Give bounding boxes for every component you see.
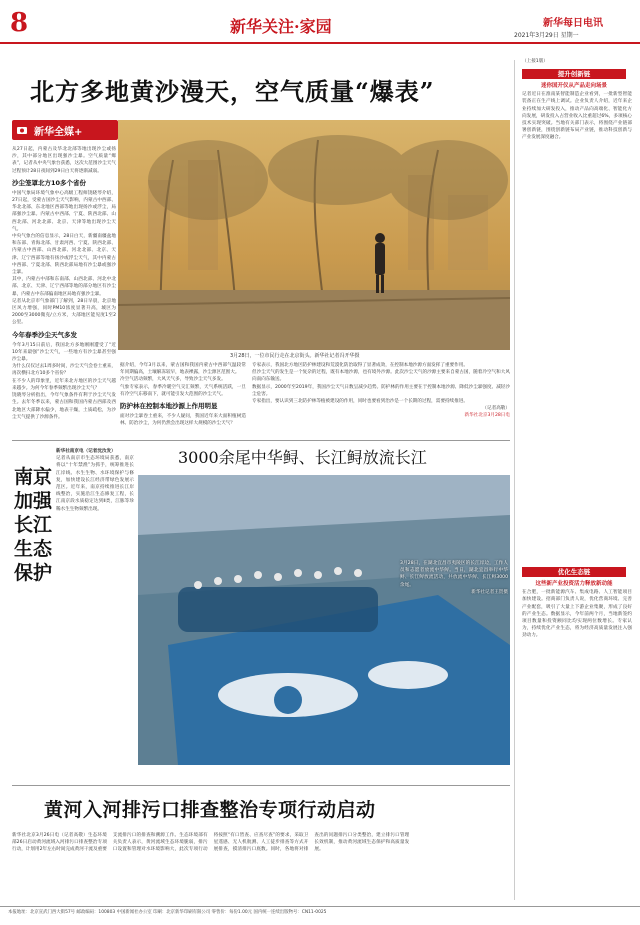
sidebar-subtitle: 迷你国开仪从产品走向场景 <box>540 83 607 90</box>
photo-credit: 新华社记者王贺摄 <box>471 589 508 595</box>
subhead: 沙尘笼罩北方10多个省份 <box>12 178 87 187</box>
fish-release-photo <box>138 475 510 765</box>
nanjing-article <box>56 448 134 513</box>
xinhua-media-badge <box>12 120 118 140</box>
article-column-1 <box>12 146 116 421</box>
fish-caption-box <box>400 560 508 596</box>
page-number: 8 <box>10 8 29 38</box>
camera-icon <box>16 124 28 136</box>
fish-release-photo-art <box>138 475 510 765</box>
issue-date: 2021年3月29日 星期一 <box>514 32 579 39</box>
paragraph: 数据显示，2000年至2019年，我国沙尘天气日数呈减少趋势。防护林的作用主要在于控制本地沙源、降低沙尘暴强度、减轻沙尘危害。 <box>252 384 510 397</box>
paragraph: 中国气象局环境气象中心高级工程师饶晓琴介绍，27日起，受蒙古国沙尘天气影响，内蒙古中西部、华北北部、东北地区西部等地出现扬沙或浮尘，局部强沙尘暴。内蒙古中西部、宁夏、陕西北部、山西北部、河北北部、北京、天津等地出现沙尘天气。 <box>12 190 116 232</box>
sandstorm-photo-art <box>118 120 510 350</box>
sidebar-title: 优化生态链 <box>522 567 626 577</box>
edition-tag: （上接1版） <box>522 59 548 64</box>
article-column-2 <box>120 362 246 427</box>
yellow-river-body: 新华社北京3月26日电（记者高敬）生态环境部26日启动黄河流域入河排污口排查整治专项行动，计划用2年左右时间完成黄河干流及重要支流排污口的排查和溯源工作。生态环境部有关负责人表示，黄河流域生态环境脆弱，排污口设置和管理对水环境影响大，此次专项行动将按照“有口皆查、应查尽查”的要求，采取卫星遥感、无人机航测、人工徒步排查等方式开展排查，摸清排污口底数。同时，各地将对排查出的问题排污口分类整治，建立排污口管理长效机制，推动黄河流域生态保护和高质量发展。 <box>12 833 410 853</box>
sidebar-title: 提升创新链 <box>522 69 626 79</box>
section-masthead: 新华关注·家园 <box>230 17 332 36</box>
newspaper-name: 新华每日电讯 <box>543 18 603 29</box>
subhead: 今年春季沙尘天气多发 <box>12 330 77 339</box>
subhead: 防护林在控制本地沙源上作用明显 <box>120 402 218 411</box>
photo-caption: 3月28日，在湖北宜昌市夷陵区的长江岸边，工作人员和志愿者放流中华鲟。当日，湖北宜昌举行中华鲟、长江鲟放流活动，共放流中华鲟、长江鲟3000余尾。 <box>400 561 508 588</box>
article-column-3 <box>252 362 510 420</box>
vertical-headline: 南京加强长江生态保护 <box>14 466 53 584</box>
paragraph: 记者从南京市生态环境局获悉，南京将以“十年禁渔”为抓手，统筹推进长江岸线、水生生物、水环境保护与修复，加快建设长江经济带绿色发展示范区。近年来，南京持续推进长江岸线整治，实施沿江生态修复工程，长江南京段水质稳定达到Ⅱ类，江豚等珍稀水生生物频繁出现。 <box>56 456 134 512</box>
paragraph: 在不少人的印象里，近年来北方地区的沙尘天气越来越少。为何今年春季频繁出现沙尘天气？ <box>12 378 116 391</box>
paragraph: 其中，内蒙古中部和东南部、山西北部、河北中北部、北京、天津、辽宁西部等地的部分地区有沙尘暴，内蒙古中东部偏南地区局地有强沙尘暴。 <box>12 277 116 297</box>
sandstorm-photo <box>118 120 510 350</box>
footer-info: 本报地址：北京宣武门西大街57号 邮政编码：100803 中国新闻社办公室 印刷：北京新华印刷有限公司 零售价：每份1.00元 国内统一连续出版物号：CN11-0025 <box>8 910 327 915</box>
paragraph: 今年3月15日前后，我国北方多地刚刚遭受了“近10年来最强”沙尘天气，一些地方有沙尘暴甚至强沙尘暴。 <box>12 342 116 363</box>
paragraph: 记者从北京市气象部门了解到，28日早晨，北京地区风力增强，同时PM10浓度显著升高，城区为2000至3000微克/立方米，大部地区能见度1至2公里。 <box>12 298 116 326</box>
yellow-river-headline: 黄河入河排污口排查整治专项行动启动 <box>44 799 376 821</box>
paragraph: 专家指出，要认识到三北防护林等植被建设的作用，同时也要看到治沙是一个长期的过程，需要持续推进。 <box>252 399 468 405</box>
paragraph: 气象专家表示，春季冷暖空气交汇频繁，天气系统活跃，一旦有冷空气东移南下，就可能引发大范围的沙尘天气。 <box>120 384 246 397</box>
paragraph: 为什么仅仅过去1周多时间，沙尘天气会卷土重来，再次横扫北方10多个省份？ <box>12 364 116 377</box>
dateline: 新华社北京3月28日电 <box>464 413 510 419</box>
header-rule <box>0 42 640 44</box>
sidebar-subtitle: 这些新产业投资活力释放新动能 <box>535 581 613 588</box>
section-rule <box>12 785 510 786</box>
byline: （记者高敬） <box>482 406 510 412</box>
section-rule <box>12 440 510 441</box>
fish-release-headline: 3000余尾中华鲟、长江鲟放流长江 <box>178 448 427 467</box>
photo-caption: 3月28日，一位市民行走在北京街头。新华社记者冯开华摄 <box>230 353 360 359</box>
paragraph: 饶晓琴分析指出，今年气象条件有利于沙尘天气发生。去年冬季以来，蒙古国和我国内蒙古西部及西北地区大部降水偏少，地表干燥，土质疏松，为沙尘天气提供了沙源条件。 <box>12 393 116 420</box>
footer-rule <box>0 906 640 907</box>
badge-label: 新华全媒+ <box>34 127 83 138</box>
article-lead: 新华社南京电（记者沈汝发） <box>56 449 116 454</box>
paragraph: 据介绍，今年3月以来，蒙古国和我国内蒙古中西部气温较常年同期偏高，土壤解冻较早，地表裸露，沙尘源区范围大。 <box>120 363 246 376</box>
paragraph: 面对沙尘暴卷土重来，不少人疑问，我国近年来大面积植树造林、防治沙尘，为何仍然会出现这样大规模的沙尘天气？ <box>120 414 246 427</box>
paragraph: 专家表示，我国北方地区防护林建设和荒漠化防治取得了显著成效，在控制本地沙源方面发挥了重要作用。 <box>252 363 468 368</box>
sidebar <box>522 58 632 879</box>
paragraph: 冷空气活动频繁，大风天气多，导致沙尘天气多发。 <box>120 377 226 383</box>
main-headline: 北方多地黄沙漫天，空气质量“爆表” <box>30 77 435 106</box>
paragraph: 从27日起，内蒙古及华北北部等地出现沙尘或扬沙，其中部分地区出现强沙尘暴。空气质量“爆表”，记者从中央气象台获悉，这次大范围沙尘天气过程预计28日夜间到29日白天将逐渐减弱。 <box>12 147 116 174</box>
sidebar-body: 记者近日在淮南某智能制造企业看到，一批新型智能装备正在生产线上调试。企业负责人介绍，近年来企业持续加大研发投入，推动产品向高端化、智能化方向发展，研发投入占营业收入比重超过6%，多项核心技术实现突破。当地有关部门表示，将围绕产业链部署创新链，围绕创新链布局产业链，推动科技创新与产业发展深度融合。 <box>522 92 632 141</box>
column-rule <box>514 60 515 900</box>
paragraph: 但沙尘天气的发生是一个复杂的过程，既有本地沙源，也有境外沙源。此次沙尘天气的沙源主要来自蒙古国，随着冷空气和大风向南向东输送。 <box>252 370 510 383</box>
sidebar-body: 在合肥，一批新能源汽车、集成电路、人工智能项目加快建设。招商部门负责人说，优化营商环境、完善产业配套，吸引了大量上下游企业集聚，形成了良好的产业生态。数据显示，今年前两个月，当地新签约项目数量和投资额同比均实现两位数增长。专家认为，持续优化产业生态，将为经济高质量发展注入强劲动力。 <box>522 590 632 639</box>
paragraph: 中央气象台的信息显示，28日白天，新疆南疆盆地和东部、青海北部、甘肃河西、宁夏、陕西北部、内蒙古中西部、山西北部、河北北部、北京、天津、辽宁西部等地有扬沙或浮尘天气，其中内蒙古中西部、宁夏北部、陕西北部局地有沙尘暴或强沙尘暴。 <box>12 234 116 276</box>
